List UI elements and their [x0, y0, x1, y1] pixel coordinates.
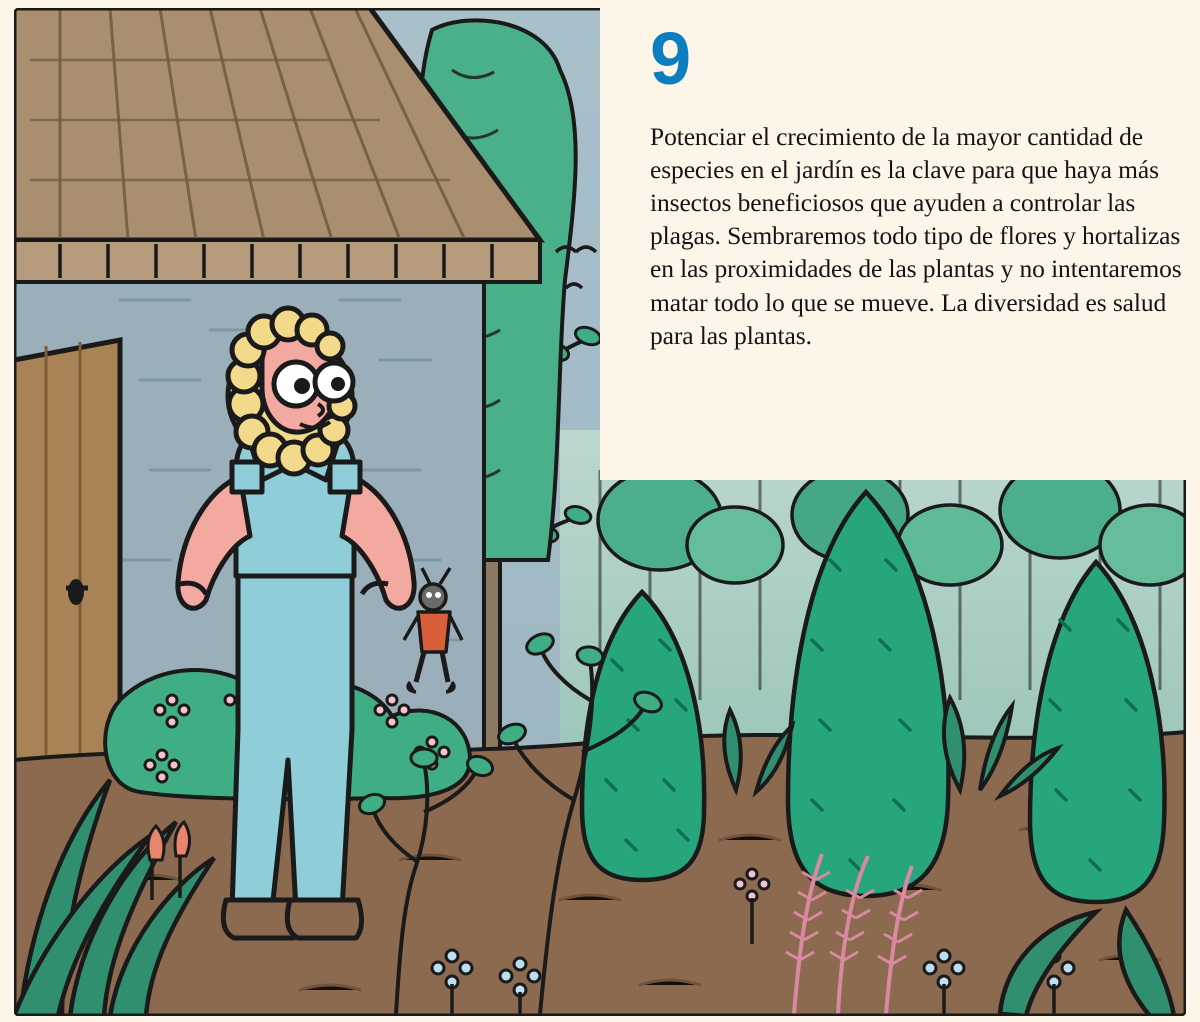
body-paragraph: Potenciar el crecimiento de la mayor cantidad de especies en el jardín es la clave para que haya más insectos beneficiosos que ayuden a controlar las plagas. Sembraremos todo tipo de flores y hortalizas en las proximidades de las plantas y no intentaremos matar todo lo que se mueve. La diversidad es salud para las plantas. [650, 121, 1182, 350]
step-number: 9 [650, 17, 692, 100]
text-panel [600, 0, 1200, 480]
